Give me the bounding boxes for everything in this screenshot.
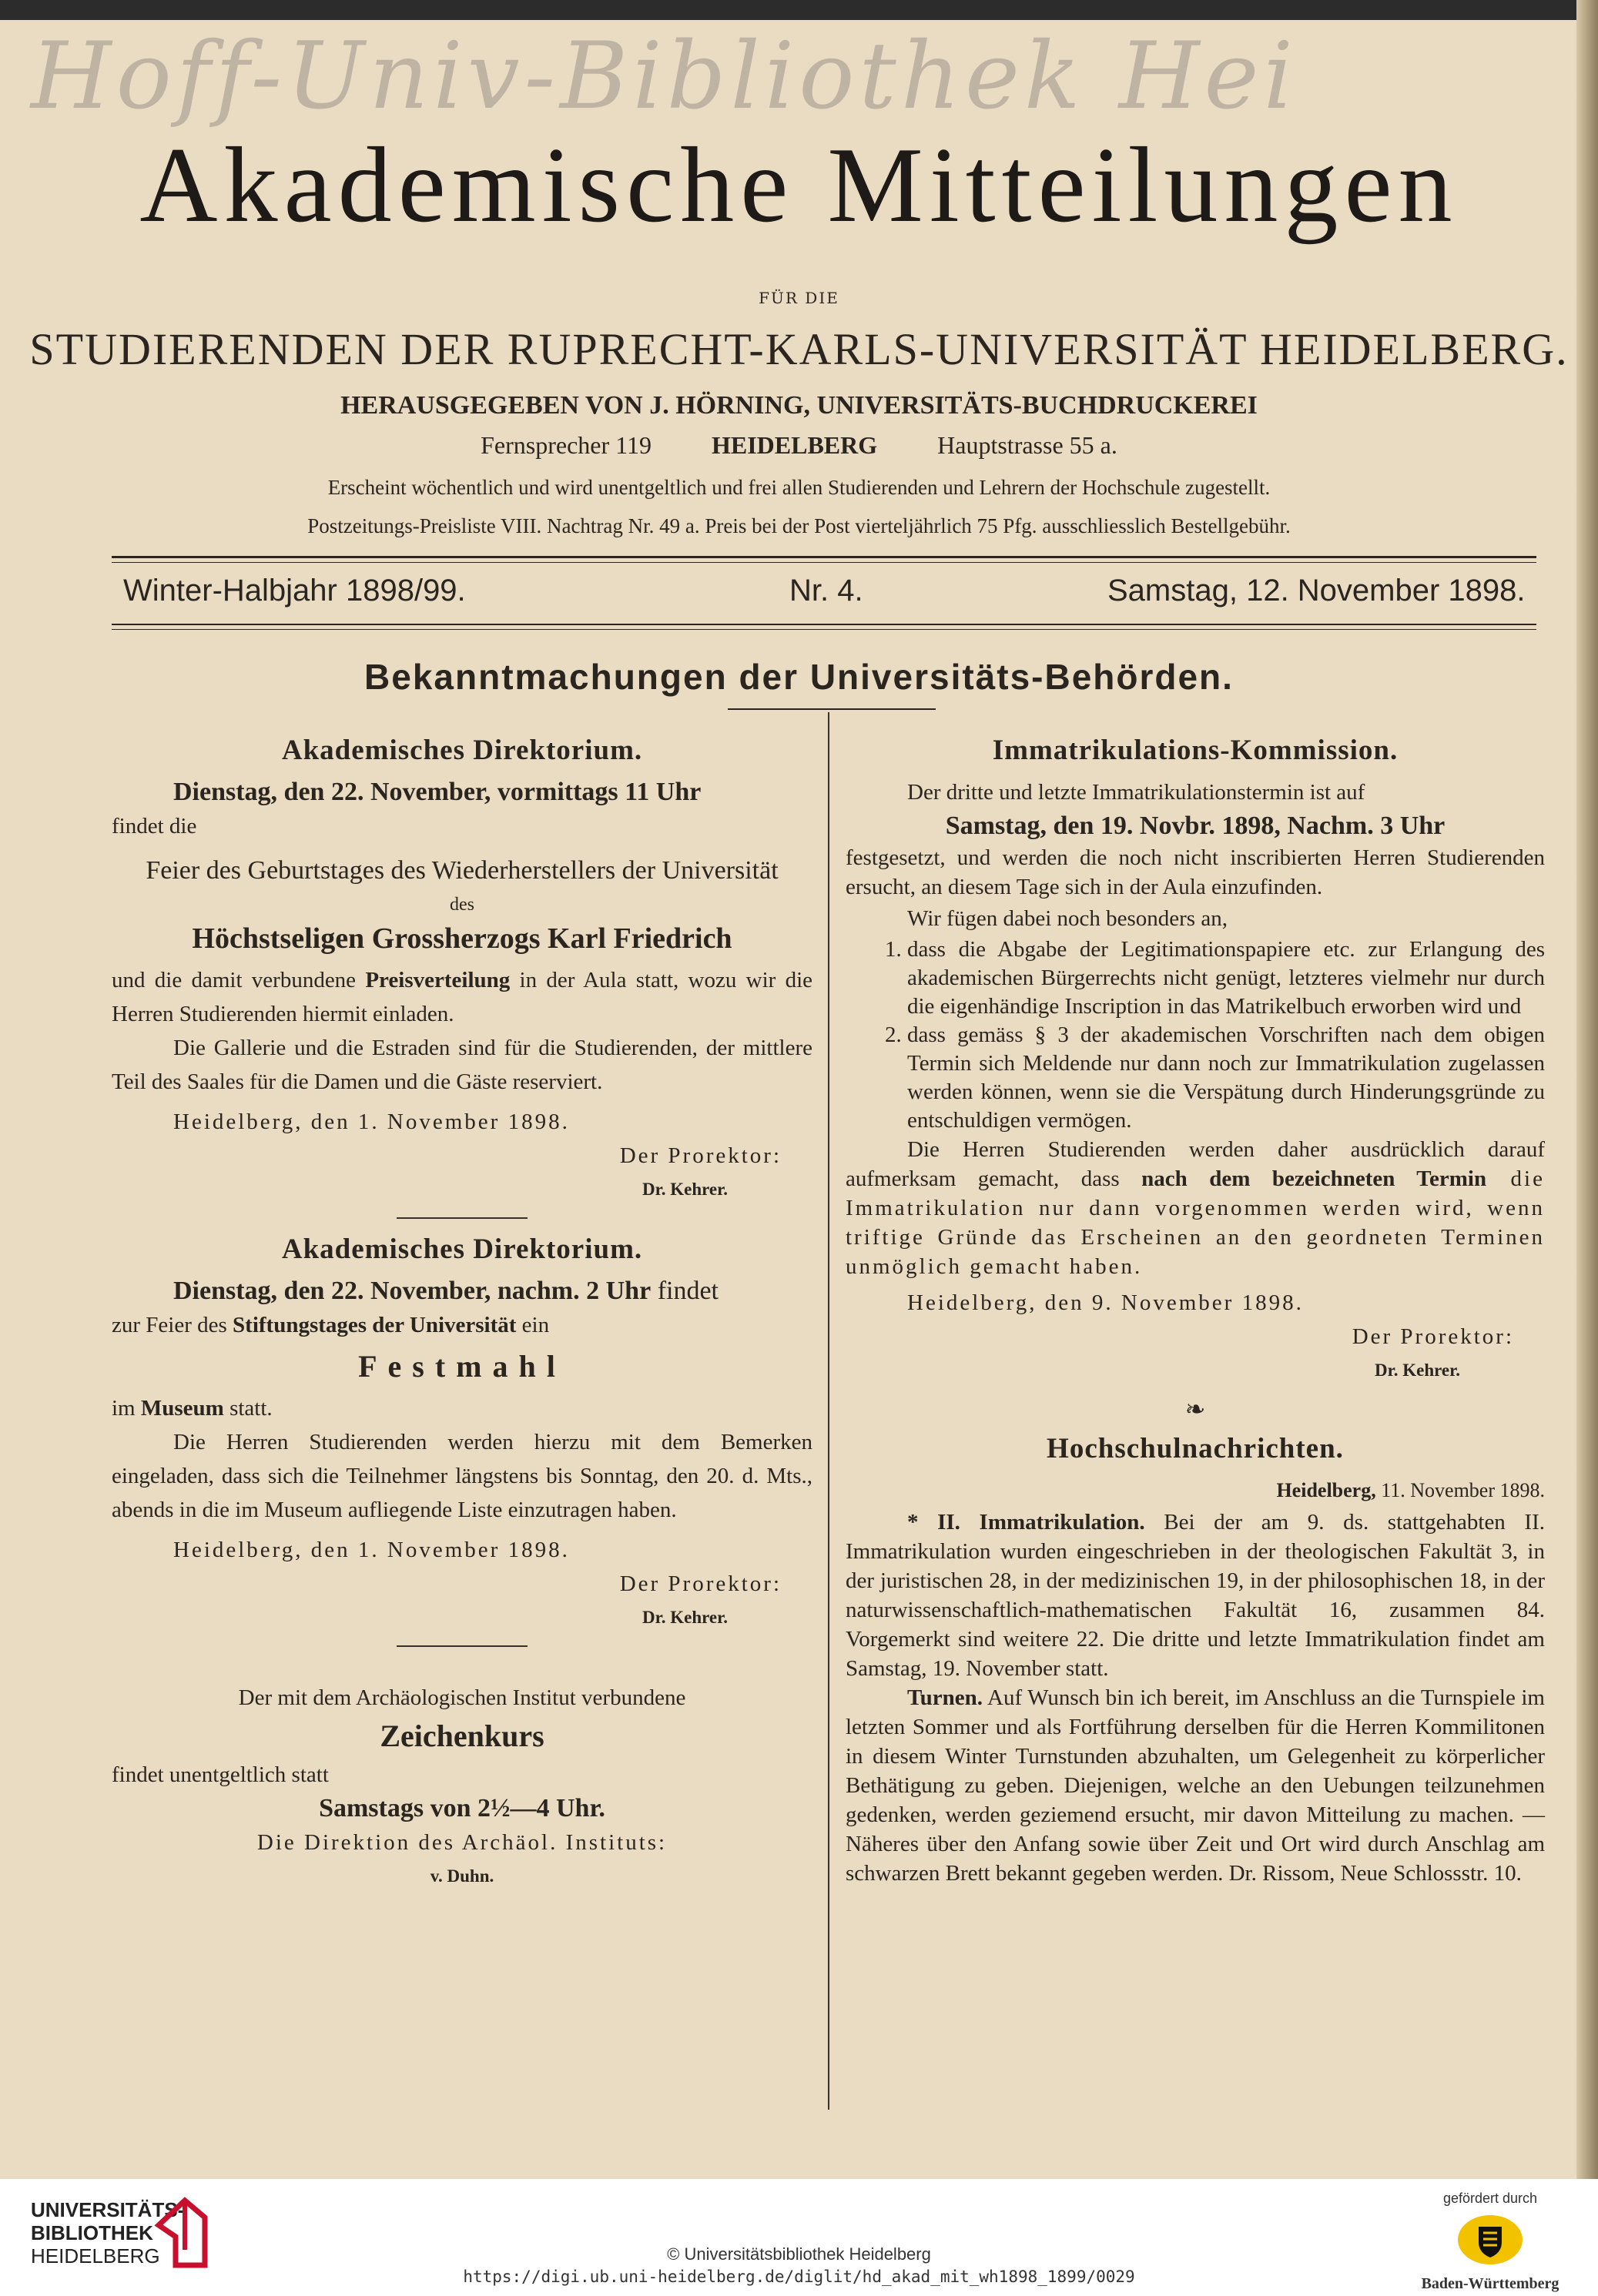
a2-festmahl: Festmahl xyxy=(358,1349,566,1384)
b1-list xyxy=(846,935,1545,1135)
right-column xyxy=(846,728,1545,1888)
scan-top-edge xyxy=(0,0,1598,20)
heading-immatrikulations-kommission: Immatrikulations-Kommission. xyxy=(992,735,1399,766)
a2-line1-suffix: findet xyxy=(651,1277,719,1305)
rule-top-thin xyxy=(112,562,1536,563)
handwritten-library-note: Hoff-Univ-Bibliothek Hei xyxy=(31,23,1298,130)
a2-sig-name: Dr. Kehrer. xyxy=(642,1608,728,1627)
a1-line2: findet die xyxy=(112,814,197,838)
b1-line5-prefix: Die Herren Studierenden werden daher ausdrücklich darauf aufmerksam gemacht, dass xyxy=(846,1137,1545,1191)
masthead-subtitle: STUDIERENDEN DER RUPRECHT-KARLS-UNIVERSITÄT HEIDELBERG. xyxy=(29,324,1569,374)
copyright-notice: © Universitätsbibliothek Heidelberg xyxy=(667,2244,931,2264)
a2-line2 xyxy=(112,1308,812,1342)
a2-line4: Die Herren Studierenden werden hierzu mit dem Bemerken eingeladen, dass sich die Teilnehmer längstens bis Sonntag, den 20. d. Mts., abends in die im Museum aufliegende Liste einzutragen haben. xyxy=(112,1430,812,1522)
a1-line5: Höchstseligen Grossherzogs Karl Friedrich xyxy=(192,922,732,955)
masthead-price: Postzeitungs-Preisliste VIII. Nachtrag Nr. 49 a. Preis bei der Post vierteljährlich 75 Pfg. ausschliesslich Bestellgebühr. xyxy=(307,514,1291,537)
b1-place-date: Heidelberg, den 9. November 1898. xyxy=(907,1290,1304,1315)
masthead-fuer-die: FÜR DIE xyxy=(759,289,839,307)
phone: Fernsprecher 119 xyxy=(481,431,652,459)
a1-line6 xyxy=(112,963,812,1031)
b1-line1: Der dritte und letzte Immatrikulationstermin ist auf xyxy=(907,780,1365,805)
section-title-underline xyxy=(728,708,936,710)
bw-crest-icon xyxy=(1456,2213,1525,2267)
b2-p1-text: Bei der am 9. ds. stattgehabten II. Immatrikulation wurden eingeschrieben in der theologischen Fakultät 3, in der juristischen 28, in der medizinischen 19, in der philosophischen 18, in der naturwissenschaftlich-mathematischen Fakultät 16, zusammen 84. Vorgemerkt sind weitere 22. Die dritte und letzte Immatrikulation findet am Samstag, 19. November statt. xyxy=(846,1510,1545,1681)
street: Hauptstrasse 55 a. xyxy=(937,431,1117,459)
a2-line3-bold: Museum xyxy=(140,1396,224,1421)
b2-place: Heidelberg, xyxy=(1276,1479,1376,1501)
b1-line2: Samstag, den 19. Novbr. 1898, Nachm. 3 Uhr xyxy=(945,812,1446,840)
bw-funding-logo[interactable] xyxy=(1409,2191,1571,2293)
b1-line3: festgesetzt, und werden die noch nicht inscribierten Herren Studierenden ersucht, an diesem Tage sich in der Aula einzufinden. xyxy=(846,845,1545,899)
ub-logo-line2: BIBLIOTHEK xyxy=(31,2221,153,2244)
left-column xyxy=(112,728,812,1893)
issue-number: Nr. 4. xyxy=(789,574,863,607)
ub-logo-line3: HEIDELBERG xyxy=(31,2244,160,2268)
a1-sig-title: Der Prorektor: xyxy=(619,1143,782,1168)
b1-sig-title: Der Prorektor: xyxy=(1352,1324,1514,1349)
rule-top xyxy=(112,556,1536,558)
b2-p2-bold: Turnen. xyxy=(907,1685,983,1710)
separator xyxy=(397,1645,528,1647)
b1-sig-name: Dr. Kehrer. xyxy=(1375,1361,1460,1380)
masthead-title: Akademische Mitteilungen xyxy=(139,126,1459,245)
a2-line1 xyxy=(112,1274,812,1308)
a3-sig-name: v. Duhn. xyxy=(430,1866,494,1886)
ub-logo-line1: UNIVERSITÄTS- xyxy=(31,2198,185,2221)
b1-line5-bold: nach dem bezeichneten Termin xyxy=(1141,1166,1487,1191)
heading-akademisches-direktorium-2: Akademisches Direktorium. xyxy=(281,1233,643,1265)
b1-item1: 1. dass die Abgabe der Legitimationspapiere etc. zur Erlangung des akademischen Bürgerrechts nicht genügt, letzteres vielmehr nur durch die eigenhändige Inscription in das Matrikelbuch erworben wird und xyxy=(907,935,1545,1021)
b2-p2 xyxy=(846,1683,1545,1888)
a2-line3-suffix: statt. xyxy=(223,1396,273,1421)
a2-place-date: Heidelberg, den 1. November 1898. xyxy=(173,1538,570,1562)
b1-line5 xyxy=(846,1135,1545,1281)
a3-line1: findet unentgeltlich statt xyxy=(112,1762,329,1787)
a3-heading: Zeichenkurs xyxy=(380,1719,544,1753)
permalink-url[interactable]: https://digi.ub.uni-heidelberg.de/diglit/hd_akad_mit_wh1898_1899/0029 xyxy=(463,2268,1135,2286)
a2-line1-bold: Dienstag, den 22. November, nachm. 2 Uhr xyxy=(173,1277,652,1305)
a2-line2-suffix: ein xyxy=(516,1313,550,1337)
heading-akademisches-direktorium-1: Akademisches Direktorium. xyxy=(281,735,643,766)
a1-line6-suffix: in der Aula statt, wozu wir die Herren Studierenden hiermit einladen. xyxy=(112,968,813,1026)
a2-line3-prefix: im xyxy=(112,1396,141,1421)
rule-below-issue-thin xyxy=(112,629,1536,630)
a1-line6-prefix: und die damit verbundene xyxy=(112,968,366,992)
a1-place-date: Heidelberg, den 1. November 1898. xyxy=(173,1110,570,1134)
a2-sig-title: Der Prorektor: xyxy=(619,1571,782,1596)
spacer xyxy=(112,1661,812,1681)
a1-line6-bold: Preisverteilung xyxy=(365,968,511,992)
b2-dateline xyxy=(846,1474,1545,1508)
masthead-distribution: Erscheint wöchentlich und wird unentgeltlich und frei allen Studierenden und Lehrern der Hochschule zugestellt. xyxy=(327,476,1271,499)
funded-by-label: gefördert durch xyxy=(1442,2191,1538,2206)
a1-line3: Feier des Geburtstages des Wiederherstellers der Universität xyxy=(146,856,779,885)
city: HEIDELBERG xyxy=(711,431,878,459)
section-title: Bekanntmachungen der Universitäts-Behörden. xyxy=(364,657,1234,697)
a3-sig-title: Die Direktion des Archäol. Instituts: xyxy=(256,1830,668,1855)
bw-name: Baden-Württemberg xyxy=(1421,2275,1559,2292)
b2-p1-bold: * II. Immatrikulation. xyxy=(907,1510,1145,1535)
masthead-publisher: HERAUSGEGEBEN VON J. HÖRNING, UNIVERSITÄTS-BUCHDRUCKEREI xyxy=(340,391,1258,420)
column-divider xyxy=(828,712,829,2110)
rule-below-issue xyxy=(112,624,1536,625)
a2-line2-bold: Stiftungstages der Universität xyxy=(233,1313,517,1337)
a1-line4: des xyxy=(450,895,474,915)
masthead-contact xyxy=(0,431,1598,460)
b1-line5-suffix: die Immatrikulation nur dann vorgenommen werden wird, wenn triftige Gründe das Erscheinen an den geordneten Terminen unmöglich gemacht haben. xyxy=(846,1166,1545,1279)
a3-intro: Der mit dem Archäologischen Institut verbundene xyxy=(238,1685,686,1710)
b1-item2: 2. dass gemäss § 3 der akademischen Vorschriften nach dem obigen Termin sich Meldende nur dann noch zur Immatrikulation zugelassen werden können, wenn sie die Verspätung durch Hinderungsgründe zu entschuldigen vermögen. xyxy=(907,1021,1545,1135)
a1-sig-name: Dr. Kehrer. xyxy=(642,1180,728,1199)
b1-line4: Wir fügen dabei noch besonders an, xyxy=(907,906,1228,931)
b2-date: 11. November 1898. xyxy=(1381,1479,1545,1501)
a1-line7: Die Gallerie und die Estraden sind für die Studierenden, der mittlere Teil des Saales für die Damen und die Gäste reserviert. xyxy=(112,1036,812,1094)
b2-p2-text: Auf Wunsch bin ich bereit, im Anschluss an die Turnspiele im letzten Sommer und als Fortführung derselben für die Herren Kommilitonen in diesem Winter Turnstunden abzuhalten, um Gelegenheit zu körperlicher Bethätigung zu geben. Diejenigen, welche an den Uebungen teilzunehmen gedenken, werden geziemend ersucht, mir davon Mitteilung zu machen. — Näheres über den Anfang sowie über Zeit und Ort wird durch Anschlag am schwarzen Brett bekannt gegeben werden. Dr. Rissom, Neue Schlossstr. 10. xyxy=(846,1685,1545,1886)
a2-line2-prefix: zur Feier des xyxy=(112,1313,233,1337)
b2-p1 xyxy=(846,1508,1545,1683)
heading-hochschulnachrichten: Hochschulnachrichten. xyxy=(1047,1433,1344,1464)
ornament-icon: ❧ xyxy=(1184,1395,1206,1423)
a1-line1: Dienstag, den 22. November, vormittags 11 Uhr xyxy=(173,778,702,806)
issue-semester: Winter-Halbjahr 1898/99. xyxy=(123,574,466,607)
a3-time: Samstags von 2½—4 Uhr. xyxy=(319,1794,605,1822)
separator xyxy=(397,1217,528,1219)
a2-line3 xyxy=(112,1391,812,1425)
issue-date: Samstag, 12. November 1898. xyxy=(1107,574,1526,607)
